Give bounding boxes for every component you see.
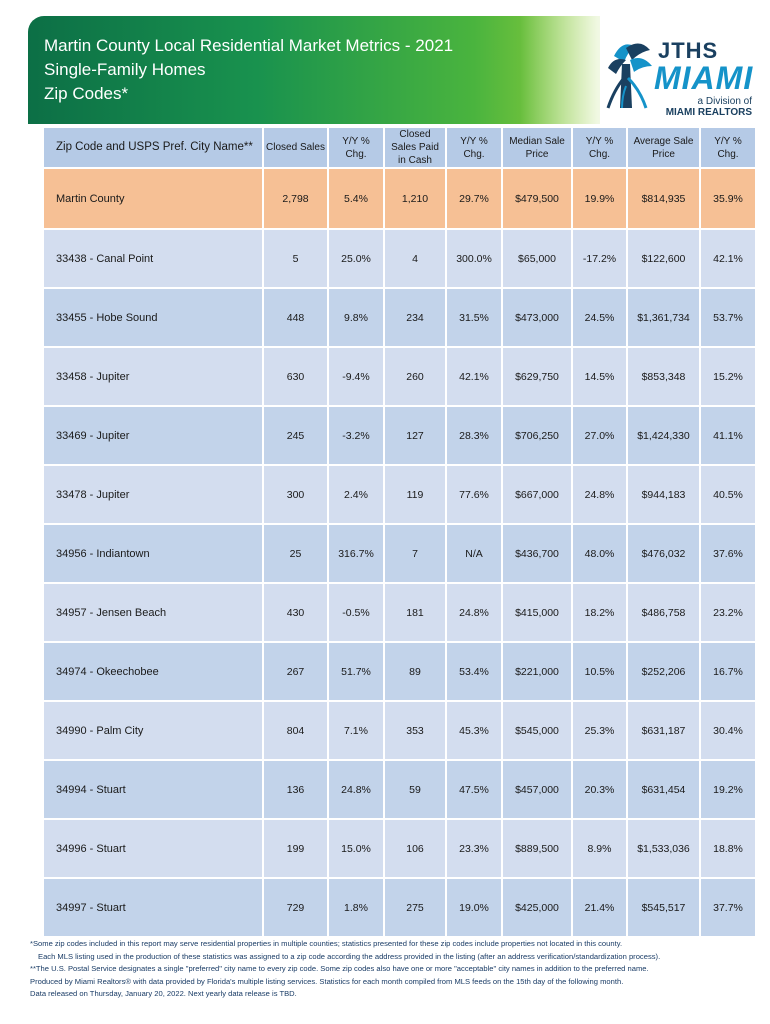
table-cell: 245 [263, 406, 328, 465]
zip-city-cell: 34957 - Jensen Beach [44, 583, 263, 642]
table-cell: $476,032 [627, 524, 700, 583]
table-cell: 23.2% [700, 583, 755, 642]
table-cell: 300 [263, 465, 328, 524]
table-cell: 24.8% [572, 465, 627, 524]
table-cell: 10.5% [572, 642, 627, 701]
column-header: Y/Y % Chg. [572, 128, 627, 168]
table-cell: 5 [263, 229, 328, 288]
table-cell: N/A [446, 524, 502, 583]
table-header-row [44, 128, 755, 168]
title-line-3: Zip Codes* [44, 84, 129, 103]
table-cell: 106 [384, 819, 446, 878]
table-cell: 41.1% [700, 406, 755, 465]
zip-city-cell: 33469 - Jupiter [44, 406, 263, 465]
table-cell: $889,500 [502, 819, 572, 878]
table-cell: 37.6% [700, 524, 755, 583]
zip-city-cell: 34956 - Indiantown [44, 524, 263, 583]
table-cell: 1,210 [384, 168, 446, 229]
table-cell: $853,348 [627, 347, 700, 406]
table-cell: $415,000 [502, 583, 572, 642]
table-cell: 28.3% [446, 406, 502, 465]
table-cell: $629,750 [502, 347, 572, 406]
footnotes [30, 938, 750, 1001]
table-cell: $457,000 [502, 760, 572, 819]
table-cell: 40.5% [700, 465, 755, 524]
footnote-produced-by: Produced by Miami Realtors® with data provided by Florida's multiple listing services. Statistics for each month compiled from MLS feeds on the 15th day of the following month. [30, 976, 624, 986]
column-header: Median Sale Price [502, 128, 572, 168]
table-cell: $944,183 [627, 465, 700, 524]
report-title [44, 34, 453, 106]
table-cell: 2.4% [328, 465, 384, 524]
table-cell: 37.7% [700, 878, 755, 936]
table-cell: 430 [263, 583, 328, 642]
table-cell: 29.7% [446, 168, 502, 229]
table-cell: $436,700 [502, 524, 572, 583]
table-cell: 275 [384, 878, 446, 936]
table-cell: $814,935 [627, 168, 700, 229]
table-cell: 448 [263, 288, 328, 347]
table-cell: 27.0% [572, 406, 627, 465]
table-cell: 53.4% [446, 642, 502, 701]
table-cell: 353 [384, 701, 446, 760]
table-cell: $706,250 [502, 406, 572, 465]
table-cell: -9.4% [328, 347, 384, 406]
table-cell: $667,000 [502, 465, 572, 524]
table-cell: 25.3% [572, 701, 627, 760]
table-cell: 21.4% [572, 878, 627, 936]
table-cell: 136 [263, 760, 328, 819]
footnote-zip-counties: *Some zip codes included in this report may serve residential properties in multiple counties; statistics presented for these zip codes include properties not located in this county. [30, 939, 623, 948]
table-row [44, 760, 755, 819]
column-header: Zip Code and USPS Pref. City Name** [44, 128, 263, 168]
zip-city-cell: 34994 - Stuart [44, 760, 263, 819]
table-cell: 25.0% [328, 229, 384, 288]
table-cell: 53.7% [700, 288, 755, 347]
table-cell: $479,500 [502, 168, 572, 229]
table-row [44, 701, 755, 760]
table-cell: $545,000 [502, 701, 572, 760]
zip-city-cell: Martin County [44, 168, 263, 229]
table-cell: 24.8% [328, 760, 384, 819]
table-cell: $473,000 [502, 288, 572, 347]
table-cell: 77.6% [446, 465, 502, 524]
table-cell: $221,000 [502, 642, 572, 701]
table-row [44, 819, 755, 878]
table-cell: 20.3% [572, 760, 627, 819]
logo-division [666, 96, 752, 118]
table-cell: 14.5% [572, 347, 627, 406]
table-cell: $122,600 [627, 229, 700, 288]
table-cell: 35.9% [700, 168, 755, 229]
title-line-2: Single-Family Homes [44, 60, 206, 79]
table-cell: 181 [384, 583, 446, 642]
table-row [44, 229, 755, 288]
table-row [44, 406, 755, 465]
column-header: Average Sale Price [627, 128, 700, 168]
zip-city-cell: 33478 - Jupiter [44, 465, 263, 524]
footnote-mls-assignment: Each MLS listing used in the production of these statistics was assigned to a zip code according the address provided in the listing (after an address verification/standardization process). [38, 951, 661, 961]
zip-city-cell: 34997 - Stuart [44, 878, 263, 936]
zip-city-cell: 33455 - Hobe Sound [44, 288, 263, 347]
jths-miami-logo [600, 34, 760, 124]
table-cell: 199 [263, 819, 328, 878]
county-total-row [44, 168, 755, 229]
table-cell: $65,000 [502, 229, 572, 288]
table-cell: 15.2% [700, 347, 755, 406]
column-header: Closed Sales [263, 128, 328, 168]
table-body [44, 168, 755, 936]
table-cell: 31.5% [446, 288, 502, 347]
table-cell: 19.2% [700, 760, 755, 819]
table-cell: 127 [384, 406, 446, 465]
table-cell: 729 [263, 878, 328, 936]
table-cell: 300.0% [446, 229, 502, 288]
table-cell: $425,000 [502, 878, 572, 936]
table-cell: $631,187 [627, 701, 700, 760]
footnote-usps-city: **The U.S. Postal Service designates a single "preferred" city name to every zip code. Some zip codes also have one or more "acceptable" city names in addition to the preferred name. [30, 964, 649, 973]
table-cell: 8.9% [572, 819, 627, 878]
table-cell: -17.2% [572, 229, 627, 288]
table-cell: 45.3% [446, 701, 502, 760]
logo-org: MIAMI REALTORS [665, 107, 752, 118]
logo-miami-text: MIAMI [654, 60, 754, 96]
table-cell: 316.7% [328, 524, 384, 583]
table-cell: 4 [384, 229, 446, 288]
table-row [44, 347, 755, 406]
zip-city-cell: 34996 - Stuart [44, 819, 263, 878]
table-row [44, 583, 755, 642]
table-cell: -0.5% [328, 583, 384, 642]
table-cell: 19.0% [446, 878, 502, 936]
table-cell: 48.0% [572, 524, 627, 583]
logo-jths-text: JTHS [658, 38, 719, 63]
column-header: Y/Y % Chg. [446, 128, 502, 168]
table-cell: 9.8% [328, 288, 384, 347]
logo-division-line: a Division of [697, 96, 752, 107]
zip-metrics-table [44, 128, 755, 936]
table-cell: 51.7% [328, 642, 384, 701]
table-cell: 7 [384, 524, 446, 583]
table-cell: 30.4% [700, 701, 755, 760]
table-cell: 16.7% [700, 642, 755, 701]
column-header: Y/Y % Chg. [700, 128, 755, 168]
table-cell: 7.1% [328, 701, 384, 760]
table-cell: 24.5% [572, 288, 627, 347]
table-cell: 5.4% [328, 168, 384, 229]
table-cell: 18.8% [700, 819, 755, 878]
table-cell: 19.9% [572, 168, 627, 229]
table-cell: 15.0% [328, 819, 384, 878]
table-cell: 42.1% [700, 229, 755, 288]
mangrove-tree-icon [600, 38, 658, 112]
zip-city-cell: 34974 - Okeechobee [44, 642, 263, 701]
table-cell: 267 [263, 642, 328, 701]
table-cell: 2,798 [263, 168, 328, 229]
table-cell: 89 [384, 642, 446, 701]
table-cell: $545,517 [627, 878, 700, 936]
table-row [44, 878, 755, 936]
zip-city-cell: 34990 - Palm City [44, 701, 263, 760]
table-cell: 804 [263, 701, 328, 760]
table-row [44, 288, 755, 347]
table-cell: 42.1% [446, 347, 502, 406]
zip-city-cell: 33438 - Canal Point [44, 229, 263, 288]
table-cell: 47.5% [446, 760, 502, 819]
table-cell: $631,454 [627, 760, 700, 819]
table-cell: 18.2% [572, 583, 627, 642]
footnote-release-date: Data released on Thursday, January 20, 2022. Next yearly data release is TBD. [30, 989, 297, 998]
column-header: Y/Y % Chg. [328, 128, 384, 168]
table-row [44, 642, 755, 701]
table-cell: 24.8% [446, 583, 502, 642]
table-cell: $486,758 [627, 583, 700, 642]
table-cell: -3.2% [328, 406, 384, 465]
table-cell: 59 [384, 760, 446, 819]
table-row [44, 524, 755, 583]
table-cell: $1,361,734 [627, 288, 700, 347]
table-cell: $1,424,330 [627, 406, 700, 465]
zip-city-cell: 33458 - Jupiter [44, 347, 263, 406]
table-cell: $252,206 [627, 642, 700, 701]
table-cell: $1,533,036 [627, 819, 700, 878]
title-line-1: Martin County Local Residential Market Metrics - 2021 [44, 36, 454, 55]
table-cell: 119 [384, 465, 446, 524]
table-cell: 25 [263, 524, 328, 583]
table-cell: 234 [384, 288, 446, 347]
table-cell: 630 [263, 347, 328, 406]
table-row [44, 465, 755, 524]
table-cell: 260 [384, 347, 446, 406]
table-cell: 23.3% [446, 819, 502, 878]
column-header: Closed Sales Paid in Cash [384, 128, 446, 168]
table-cell: 1.8% [328, 878, 384, 936]
